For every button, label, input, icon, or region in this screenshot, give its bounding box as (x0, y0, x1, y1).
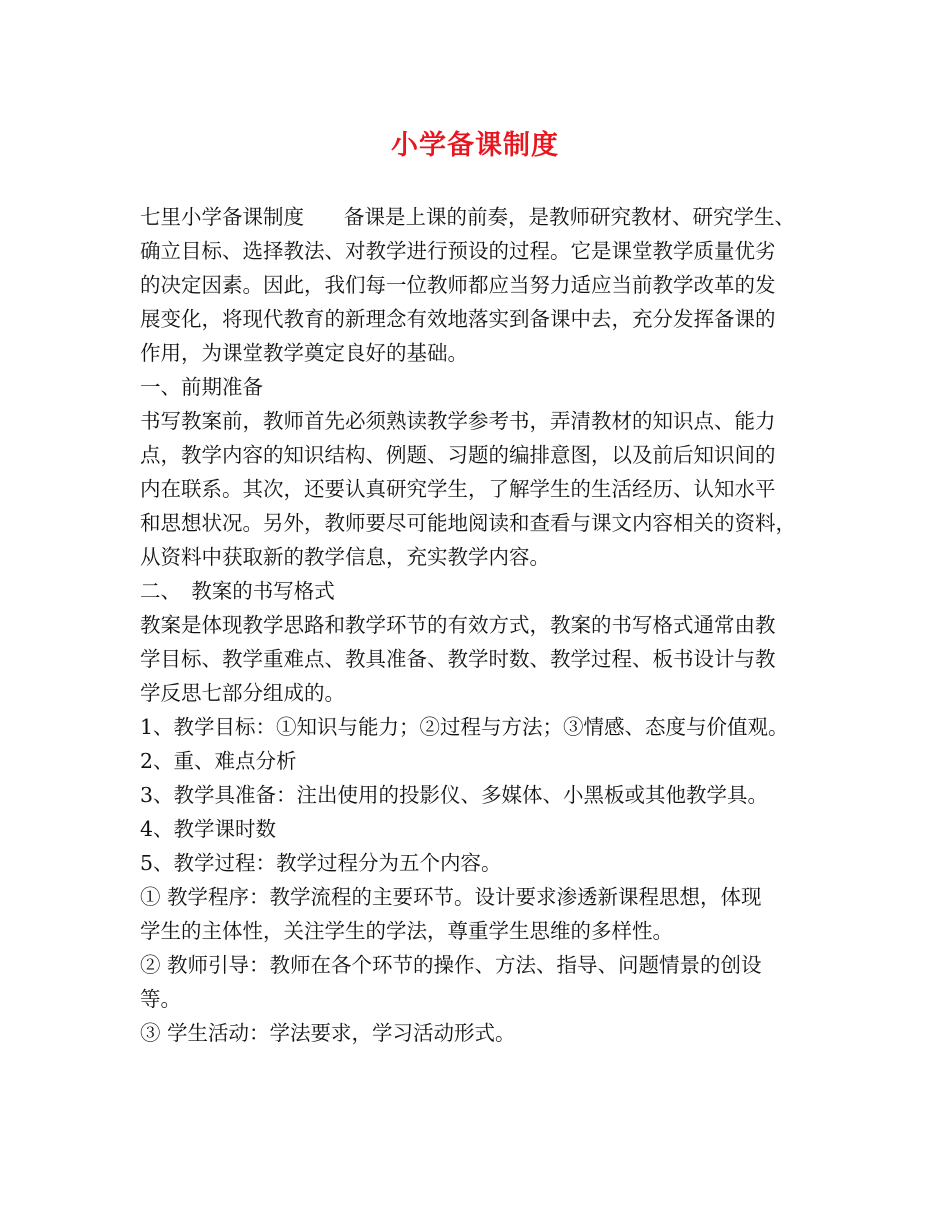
section-heading-2: 二、 教案的书写格式 (140, 579, 335, 603)
paragraph-line: 作用，为课堂教学奠定良好的基础。 (140, 341, 468, 365)
sub-list-item: ③ 学生活动：学法要求，学习活动形式。 (140, 1021, 516, 1045)
sub-list-item: ② 教师引导：教师在各个环节的操作、方法、指导、问题情景的创设 (140, 953, 762, 977)
paragraph-line: 书写教案前，教师首先必须熟读教学参考书，弄清教材的知识点、能力 (140, 409, 776, 433)
paragraph-line: 的决定因素。因此，我们每一位教师都应当努力适应当前教学改革的发 (140, 273, 776, 297)
list-item: 1、教学目标：①知识与能力；②过程与方法；③情感、态度与价值观。 (140, 715, 789, 739)
paragraph-line: 教案是体现教学思路和教学环节的有效方式，教案的书写格式通常由教 (140, 613, 776, 637)
intro-text: 备课是上课的前奏，是教师研究教材、研究学生、 (344, 205, 795, 229)
list-item: 5、教学过程：教学过程分为五个内容。 (140, 851, 502, 875)
section-heading-1: 一、前期准备 (140, 375, 263, 399)
paragraph-line: 学反思七部分组成的。 (140, 681, 345, 705)
paragraph-line: 从资料中获取新的教学信息，充实教学内容。 (140, 545, 550, 569)
paragraph-line: 学目标、教学重难点、教具准备、教学时数、教学过程、板书设计与教 (140, 647, 776, 671)
paragraph-line: 确立目标、选择教法、对教学进行预设的过程。它是课堂教学质量优劣 (140, 239, 776, 263)
paragraph-line (140, 200, 830, 234)
paragraph-line: 内在联系。其次，还要认真研究学生，了解学生的生活经历、认知水平 (140, 477, 776, 501)
paragraph-line: 学生的主体性，关注学生的学法，尊重学生思维的多样性。 (140, 919, 673, 943)
document-title: 小学备课制度 (391, 130, 559, 161)
school-name: 七里小学备课制度 (140, 205, 304, 229)
list-item: 2、重、难点分析 (140, 749, 297, 773)
sub-list-item: ① 教学程序：教学流程的主要环节。设计要求渗透新课程思想，体现 (140, 885, 762, 909)
paragraph-line: 等。 (140, 987, 181, 1011)
list-item: 4、教学课时数 (140, 817, 277, 841)
paragraph-line: 展变化，将现代教育的新理念有效地落实到备课中去，充分发挥备课的 (140, 307, 776, 331)
paragraph-line: 和思想状况。另外，教师要尽可能地阅读和查看与课文内容相关的资料， (140, 511, 796, 535)
paragraph-line: 点，教学内容的知识结构、例题、习题的编排意图，以及前后知识间的 (140, 443, 776, 467)
list-item: 3、教学具准备：注出使用的投影仪、多媒体、小黑板或其他教学具。 (140, 783, 769, 807)
document-body (140, 200, 830, 1050)
